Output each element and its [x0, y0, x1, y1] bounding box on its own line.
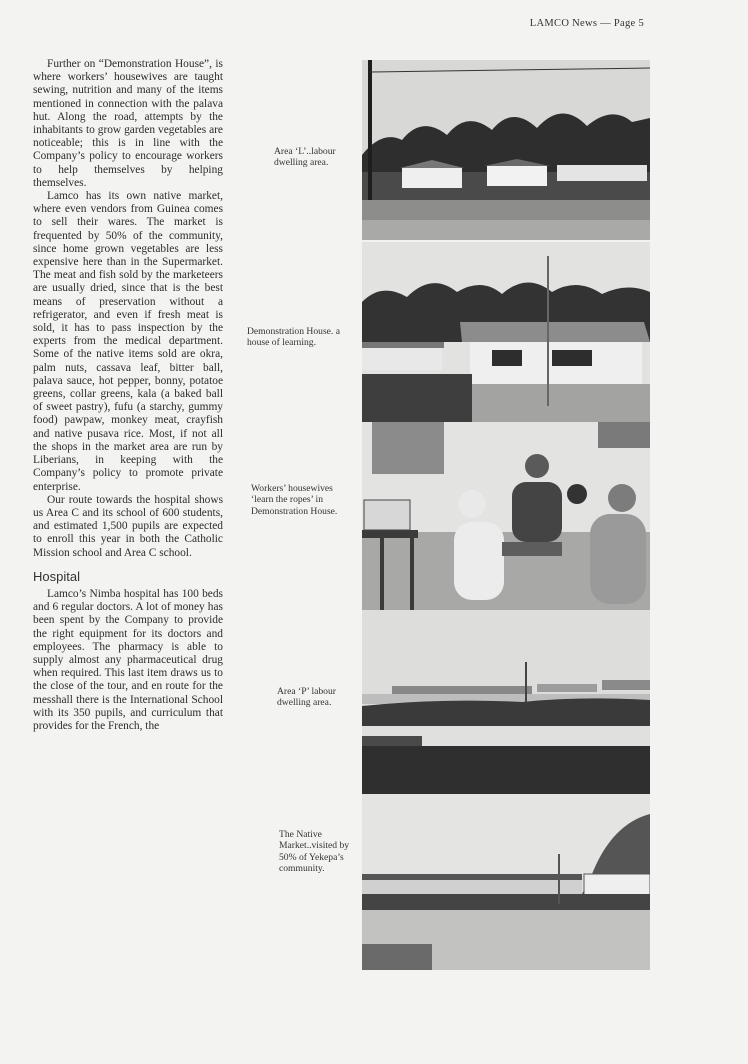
photo-native-market	[362, 794, 650, 970]
photo-caption-area-p: Area ‘P’ labour dwelling area.	[277, 686, 336, 709]
photo-demonstration-house	[362, 242, 650, 422]
article-column	[33, 58, 223, 733]
section-heading: Hospital	[33, 568, 80, 584]
running-header: LAMCO News — Page 5	[529, 18, 644, 29]
photo-area-l-dwellings	[362, 60, 650, 240]
photo-caption-native-market: The Native Market..visited by 50% of Yekepa’s community.	[279, 829, 350, 875]
article-paragraph: Our route towards the hospital shows us Area C and its school of 600 students, and estimated 1,500 pupils are expected to enroll this year in both the Catholic Mission school and Area C school.	[33, 493, 223, 559]
photo-caption-area-l: Area ‘L’..labour dwelling area.	[274, 146, 336, 169]
photo-caption-demonstration-house: Demonstration House. a house of learning.	[247, 326, 340, 349]
article-paragraph: Lamco’s Nimba hospital has 100 beds and 6 regular doctors. A lot of money has been spent by the Company to provide the right equipment for its doctors and employees. The pharmacy is able to supply almost any pharmaceutical drug when required. This last item draws us to the close of the tour, and en route for the messhall there is the International School with its 350 pupils, and curriculum that provides for the French, the	[33, 587, 223, 732]
photo-housewives-interior	[362, 422, 650, 610]
article-paragraph: Further on “Demonstration House”, is where workers’ housewives are taught sewing, nutrition and many of the items mentioned in connection with the palava hut. Along the road, attempts by the inhabitants to grow garden vegetables are noticeable; this is in line with the Company’s policy to encourage workers to help themselves by helping themselves.	[33, 58, 223, 189]
photo-caption-housewives: Workers’ housewives ‘learn the ropes’ in Demonstration House.	[251, 483, 338, 517]
article-paragraph: Lamco has its own native market, where even vendors from Guinea comes to sell their wares. The market is frequented by 50% of the community, since home grown vegetables are less expensive here than in the Supermarket. The meat and fish sold by the marketeers are usually dried, since that is the best means of preservation without a refrigerator, and even if fresh meat is sold, it has to pass inspection by the experts from the medical department. Some of the native items sold are okra, palm nuts, cassava leaf, bitter ball, palava sauce, hot pepper, bonny, potatoe greens, collar greens, kala (a baked ball of sweet pastry), fufu (a starchy, gummy food) pawpaw, monkey meat, crayfish and native pusava rice. Most, if not all the shops in the market area are run by Liberians, in keeping with the Company’s policy to promote private enterprise.	[33, 190, 223, 493]
photo-area-p-dwellings	[362, 610, 650, 794]
